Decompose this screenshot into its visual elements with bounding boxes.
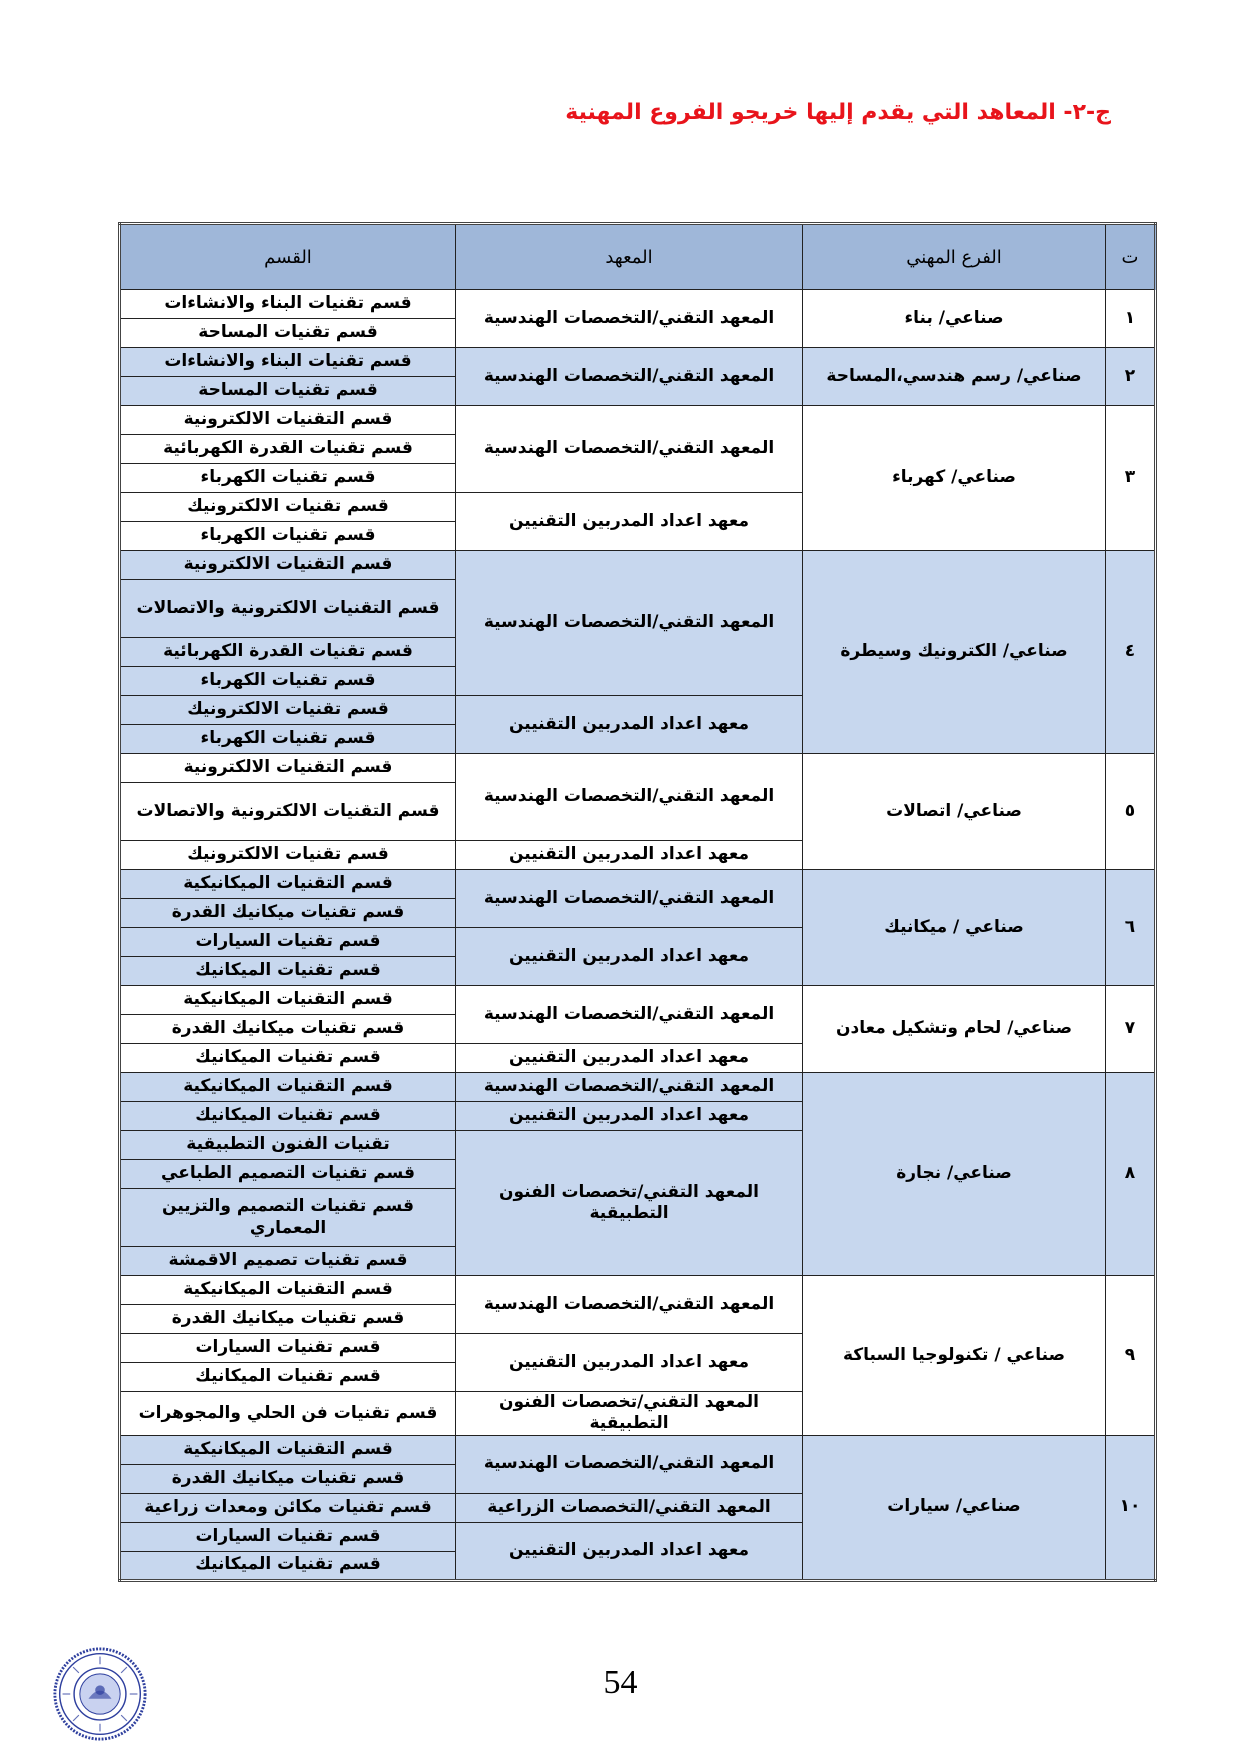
department-name: قسم التقنيات الالكترونية [120, 406, 456, 435]
vocational-branch: صناعي/ الكترونيك وسيطرة [803, 551, 1106, 754]
institute-name: معهد اعداد المدربين التقنيين [456, 1102, 803, 1131]
page-number: 54 [603, 1664, 638, 1701]
vocational-branch: صناعي/ كهرباء [803, 406, 1106, 551]
department-name: قسم تقنيات الكهرباء [120, 725, 456, 754]
vocational-branch: صناعي/ نجارة [803, 1073, 1106, 1276]
row-number: ٣ [1106, 406, 1156, 551]
department-name: قسم تقنيات تصميم الاقمشة [120, 1247, 456, 1276]
department-name: قسم تقنيات الميكانيك [120, 1363, 456, 1392]
vocational-branch: صناعي/ سيارات [803, 1435, 1106, 1580]
institute-name: المعهد التقني/التخصصات الهندسية [456, 348, 803, 406]
department-name: قسم تقنيات الالكترونيك [120, 841, 456, 870]
department-name: قسم تقنيات ميكانيك القدرة [120, 1305, 456, 1334]
institute-name: معهد اعداد المدربين التقنيين [456, 1044, 803, 1073]
institute-name: معهد اعداد المدربين التقنيين [456, 1522, 803, 1580]
institute-name: المعهد التقني/تخصصات الفنون التطبيقية [456, 1131, 803, 1276]
table-row [120, 551, 1156, 580]
section-title: ج-٢- المعاهد التي يقدم إليها خريجو الفروع المهنية [565, 100, 1111, 125]
institute-name: المعهد التقني/التخصصات الهندسية [456, 1276, 803, 1334]
department-name: قسم التقنيات الميكانيكية [120, 1276, 456, 1305]
institution-seal [52, 1646, 148, 1742]
header-institute: المعهد [456, 224, 803, 290]
department-name: قسم تقنيات التصميم الطباعي [120, 1160, 456, 1189]
department-name: قسم تقنيات التصميم والتزيين المعماري [120, 1189, 456, 1247]
row-number: ٤ [1106, 551, 1156, 754]
header-branch: الفرع المهني [803, 224, 1106, 290]
department-name: قسم التقنيات الميكانيكية [120, 1073, 456, 1102]
department-name: قسم تقنيات السيارات [120, 928, 456, 957]
table-row [120, 406, 1156, 435]
vocational-branch: صناعي / تكنولوجيا السباكة [803, 1276, 1106, 1436]
institute-name: المعهد التقني/التخصصات الهندسية [456, 406, 803, 493]
row-number: ١٠ [1106, 1435, 1156, 1580]
institute-name: معهد اعداد المدربين التقنيين [456, 696, 803, 754]
department-name: قسم تقنيات ميكانيك القدرة [120, 1464, 456, 1493]
department-name: قسم تقنيات مكائن ومعدات زراعية [120, 1493, 456, 1522]
department-name: قسم التقنيات الالكترونية [120, 551, 456, 580]
institute-name: المعهد التقني/التخصصات الهندسية [456, 1435, 803, 1493]
vocational-branch: صناعي/ بناء [803, 290, 1106, 348]
department-name: قسم تقنيات الميكانيك [120, 1551, 456, 1580]
institute-name: المعهد التقني/التخصصات الهندسية [456, 870, 803, 928]
institute-name: معهد اعداد المدربين التقنيين [456, 493, 803, 551]
department-name: قسم تقنيات الالكترونيك [120, 696, 456, 725]
department-name: قسم تقنيات الميكانيك [120, 1044, 456, 1073]
department-name: قسم تقنيات القدرة الكهربائية [120, 638, 456, 667]
department-name: قسم تقنيات الكهرباء [120, 522, 456, 551]
table-row [120, 1073, 1156, 1102]
table-row [120, 870, 1156, 899]
institute-name: المعهد التقني/تخصصات الفنون التطبيقية [456, 1392, 803, 1436]
department-name: قسم التقنيات الميكانيكية [120, 986, 456, 1015]
institute-name: المعهد التقني/التخصصات الهندسية [456, 551, 803, 696]
department-name: قسم التقنيات الالكترونية والاتصالات [120, 580, 456, 638]
department-name: قسم تقنيات القدرة الكهربائية [120, 435, 456, 464]
department-name: قسم التقنيات الميكانيكية [120, 1435, 456, 1464]
row-number: ٨ [1106, 1073, 1156, 1276]
institute-name: معهد اعداد المدربين التقنيين [456, 1334, 803, 1392]
row-number: ١ [1106, 290, 1156, 348]
table-row [120, 986, 1156, 1015]
row-number: ٧ [1106, 986, 1156, 1073]
institute-name: معهد اعداد المدربين التقنيين [456, 928, 803, 986]
department-name: قسم التقنيات الالكترونية والاتصالات [120, 783, 456, 841]
department-name: قسم تقنيات البناء والانشاءات [120, 348, 456, 377]
department-name: قسم تقنيات الميكانيك [120, 1102, 456, 1131]
department-name: تقنيات الفنون التطبيقية [120, 1131, 456, 1160]
department-name: قسم تقنيات ميكانيك القدرة [120, 1015, 456, 1044]
department-name: قسم تقنيات فن الحلي والمجوهرات [120, 1392, 456, 1436]
department-name: قسم تقنيات الالكترونيك [120, 493, 456, 522]
department-name: قسم تقنيات المساحة [120, 319, 456, 348]
vocational-branch: صناعي/ اتصالات [803, 754, 1106, 870]
department-name: قسم التقنيات الالكترونية [120, 754, 456, 783]
department-name: قسم تقنيات المساحة [120, 377, 456, 406]
table-header-row [120, 224, 1156, 290]
row-number: ٥ [1106, 754, 1156, 870]
institute-name: المعهد التقني/التخصصات الهندسية [456, 754, 803, 841]
row-number: ٦ [1106, 870, 1156, 986]
header-number: ت [1106, 224, 1156, 290]
institute-name: المعهد التقني/التخصصات الهندسية [456, 1073, 803, 1102]
table-row [120, 348, 1156, 377]
department-name: قسم تقنيات الكهرباء [120, 464, 456, 493]
vocational-branch: صناعي/ رسم هندسي،المساحة [803, 348, 1106, 406]
department-name: قسم التقنيات الميكانيكية [120, 870, 456, 899]
row-number: ٩ [1106, 1276, 1156, 1436]
department-name: قسم تقنيات السيارات [120, 1334, 456, 1363]
table-row [120, 1276, 1156, 1305]
institute-name: المعهد التقني/التخصصات الهندسية [456, 290, 803, 348]
institute-name: المعهد التقني/التخصصات الهندسية [456, 986, 803, 1044]
table-row [120, 754, 1156, 783]
department-name: قسم تقنيات الكهرباء [120, 667, 456, 696]
header-department: القسم [120, 224, 456, 290]
department-name: قسم تقنيات السيارات [120, 1522, 456, 1551]
institutes-table [118, 222, 1157, 1582]
vocational-branch: صناعي/ لحام وتشكيل معادن [803, 986, 1106, 1073]
vocational-branch: صناعي / ميكانيك [803, 870, 1106, 986]
department-name: قسم تقنيات البناء والانشاءات [120, 290, 456, 319]
department-name: قسم تقنيات الميكانيك [120, 957, 456, 986]
table-row [120, 290, 1156, 319]
table-row [120, 1435, 1156, 1464]
department-name: قسم تقنيات ميكانيك القدرة [120, 899, 456, 928]
institute-name: معهد اعداد المدربين التقنيين [456, 841, 803, 870]
institute-name: المعهد التقني/التخصصات الزراعية [456, 1493, 803, 1522]
table-body [120, 290, 1156, 1581]
row-number: ٢ [1106, 348, 1156, 406]
